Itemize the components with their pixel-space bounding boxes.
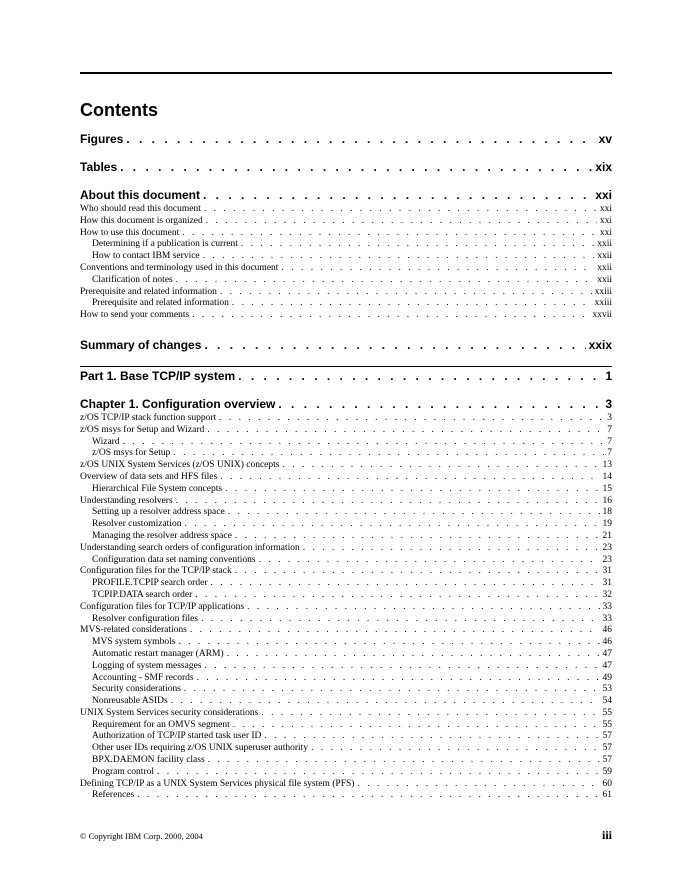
toc-entry[interactable] bbox=[80, 310, 612, 322]
dot-leader bbox=[219, 413, 604, 425]
toc-entry-label: z/OS TCP/IP stack function support bbox=[80, 413, 219, 425]
toc-entry-page: 57 bbox=[600, 731, 613, 743]
toc-entry-label: Prerequisite and related information bbox=[80, 298, 232, 310]
toc-entry[interactable] bbox=[80, 216, 612, 228]
toc-entry[interactable] bbox=[80, 731, 612, 743]
toc-entry[interactable] bbox=[80, 275, 612, 287]
toc-entry-part1[interactable] bbox=[80, 369, 612, 385]
toc-entry-page: 33 bbox=[600, 614, 613, 626]
dot-leader bbox=[220, 287, 592, 299]
toc-entry[interactable] bbox=[80, 484, 612, 496]
toc-entry-label: BPX.DAEMON facility class bbox=[80, 755, 208, 767]
toc-entry[interactable] bbox=[80, 555, 612, 567]
dot-leader bbox=[184, 519, 599, 531]
toc-entry[interactable] bbox=[80, 460, 612, 472]
toc-entry-label: z/OS UNIX System Services (z/OS UNIX) concepts bbox=[80, 460, 282, 472]
toc-entry[interactable] bbox=[80, 578, 612, 590]
dot-leader bbox=[233, 720, 600, 732]
toc-entry-label: How to use this document bbox=[80, 228, 182, 240]
toc-entry-page: 14 bbox=[600, 472, 613, 484]
toc-entry[interactable] bbox=[80, 661, 612, 673]
toc-entry-page: 15 bbox=[600, 484, 613, 496]
toc-entry-page: xxii bbox=[594, 263, 612, 275]
dot-leader bbox=[235, 531, 600, 543]
toc-entry-label: Setting up a resolver address space bbox=[80, 507, 228, 519]
dot-leader bbox=[261, 708, 599, 720]
toc-entry[interactable] bbox=[80, 625, 612, 637]
toc-entry[interactable] bbox=[80, 543, 612, 555]
toc-entry[interactable] bbox=[80, 437, 612, 449]
toc-entry-page: xxi bbox=[597, 216, 612, 228]
toc-entry[interactable] bbox=[80, 673, 612, 685]
toc-entry-tables[interactable] bbox=[80, 160, 612, 176]
dot-leader bbox=[203, 188, 592, 202]
dot-leader bbox=[208, 755, 600, 767]
toc-entry[interactable] bbox=[80, 204, 612, 216]
toc-entry[interactable] bbox=[80, 472, 612, 484]
dot-leader bbox=[311, 743, 599, 755]
dot-leader bbox=[123, 437, 605, 449]
dot-leader bbox=[210, 578, 599, 590]
dot-leader bbox=[171, 696, 600, 708]
toc-entry-page: 19 bbox=[600, 519, 613, 531]
toc-entry-page: xxii bbox=[594, 239, 612, 251]
dot-leader bbox=[228, 507, 600, 519]
dot-leader bbox=[241, 239, 594, 251]
toc-entry-label: TCPIP.DATA search order bbox=[80, 590, 195, 602]
dot-leader bbox=[205, 661, 600, 673]
toc-entry-page: xxii bbox=[594, 251, 612, 263]
dot-leader bbox=[195, 590, 599, 602]
dot-leader bbox=[278, 397, 602, 411]
toc-entry-page: xxiii bbox=[592, 298, 612, 310]
dot-leader bbox=[126, 132, 595, 146]
toc-entry[interactable] bbox=[80, 720, 612, 732]
toc-entry-label: References bbox=[80, 790, 137, 802]
toc-entry-label: Hierarchical File System concepts bbox=[80, 484, 225, 496]
toc-entry-label: How to send your comments bbox=[80, 310, 192, 322]
dot-leader bbox=[207, 425, 604, 437]
dot-leader bbox=[247, 602, 599, 614]
toc-entry-label: Summary of changes bbox=[80, 338, 204, 352]
toc-entry-label: Resolver customization bbox=[80, 519, 184, 531]
toc-entry[interactable] bbox=[80, 566, 612, 578]
toc-entry[interactable] bbox=[80, 708, 612, 720]
toc-entry-summary[interactable] bbox=[80, 338, 612, 354]
toc-entry[interactable] bbox=[80, 590, 612, 602]
toc-entry-page: 13 bbox=[600, 460, 613, 472]
dot-leader bbox=[357, 779, 599, 791]
toc-entry[interactable] bbox=[80, 767, 612, 779]
toc-entry-label: About this document bbox=[80, 188, 203, 202]
dot-leader bbox=[220, 472, 599, 484]
dot-leader bbox=[203, 251, 595, 263]
toc-entry-page: 53 bbox=[600, 684, 613, 696]
toc-entry-label: Authorization of TCP/IP started task user ID bbox=[80, 731, 264, 743]
dot-leader bbox=[259, 555, 600, 567]
toc-entry-label: Understanding search orders of configuration information bbox=[80, 543, 303, 555]
toc-entry-label: How to contact IBM service bbox=[80, 251, 203, 263]
toc-entry-page: 1 bbox=[602, 369, 612, 383]
toc-entry-page: 47 bbox=[600, 649, 613, 661]
dot-leader bbox=[157, 767, 599, 779]
toc-entry-page: 46 bbox=[600, 637, 613, 649]
toc-entry-label: Tables bbox=[80, 160, 120, 174]
toc-entry-label: z/OS msys for Setup and Wizard bbox=[80, 425, 207, 437]
toc-entry-page: 21 bbox=[600, 531, 613, 543]
toc-entry-page: 54 bbox=[600, 696, 613, 708]
toc-entry-page: xxi bbox=[597, 204, 612, 216]
dot-leader bbox=[176, 496, 600, 508]
toc-entry-label: Security considerations bbox=[80, 684, 184, 696]
toc-entry-label: Configuration files for TCP/IP applications bbox=[80, 602, 247, 614]
toc-entry-label: Logging of system messages bbox=[80, 661, 205, 673]
toc-entry-label: MVS system symbols bbox=[80, 637, 178, 649]
toc-entry-page: 49 bbox=[600, 673, 613, 685]
dot-leader bbox=[120, 160, 592, 174]
dot-leader bbox=[281, 263, 594, 275]
dot-leader bbox=[238, 369, 602, 383]
dot-leader bbox=[264, 731, 599, 743]
page-footer bbox=[80, 828, 612, 843]
dot-leader bbox=[137, 790, 599, 802]
toc-entry-page: 3 bbox=[602, 397, 612, 411]
toc-entry[interactable] bbox=[80, 637, 612, 649]
top-rule bbox=[80, 72, 612, 74]
dot-leader bbox=[303, 543, 600, 555]
toc-entry-label: Clarification of notes bbox=[80, 275, 176, 287]
toc-entry-label: UNIX System Services security considerations bbox=[80, 708, 261, 720]
dot-leader bbox=[282, 460, 599, 472]
toc-entry[interactable] bbox=[80, 239, 612, 251]
dot-leader bbox=[182, 228, 597, 240]
toc-entry-label: z/OS msys for Setup bbox=[80, 448, 173, 460]
toc-entry-label: Figures bbox=[80, 132, 126, 146]
toc-entry-label: Managing the resolver address space bbox=[80, 531, 235, 543]
toc-entry-label: Who should read this document bbox=[80, 204, 204, 216]
dot-leader bbox=[232, 298, 592, 310]
toc-entry-label: How this document is organized bbox=[80, 216, 206, 228]
toc-entry-label: Other user IDs requiring z/OS UNIX superuser authority bbox=[80, 743, 311, 755]
toc-entry[interactable] bbox=[80, 743, 612, 755]
toc-entry-page: 31 bbox=[600, 578, 613, 590]
dot-leader bbox=[173, 448, 604, 460]
dot-leader bbox=[206, 216, 597, 228]
dot-leader bbox=[190, 625, 600, 637]
dot-leader bbox=[204, 204, 597, 216]
toc-entry[interactable] bbox=[80, 413, 612, 425]
dot-leader bbox=[184, 684, 600, 696]
toc-entry-page: xxi bbox=[592, 188, 612, 202]
toc-entry-page: 60 bbox=[600, 779, 613, 791]
toc-entry-page: 18 bbox=[600, 507, 613, 519]
toc-entry-page: xxvii bbox=[589, 310, 612, 322]
page-number: iii bbox=[601, 828, 612, 842]
toc-entry[interactable] bbox=[80, 602, 612, 614]
dot-leader bbox=[235, 566, 600, 578]
toc-entry-page: 46 bbox=[600, 625, 613, 637]
dot-leader bbox=[201, 614, 599, 626]
dot-leader bbox=[176, 275, 594, 287]
toc-entry-label: MVS-related considerations bbox=[80, 625, 190, 637]
toc-entry[interactable] bbox=[80, 425, 612, 437]
dot-leader bbox=[227, 649, 600, 661]
toc-entry-page: 31 bbox=[600, 566, 613, 578]
toc-entry-label: Configuration data set naming conventions bbox=[80, 555, 259, 567]
toc-entry-label: Automatic restart manager (ARM) bbox=[80, 649, 227, 661]
toc-entry-label: Prerequisite and related information bbox=[80, 287, 220, 299]
toc-entry-label: Accounting - SMF records bbox=[80, 673, 197, 685]
copyright-notice: © Copyright IBM Corp. 2000, 2004 bbox=[80, 831, 203, 841]
toc-entry-page: 33 bbox=[600, 602, 613, 614]
dot-leader bbox=[178, 637, 599, 649]
toc-entry-page: xxi bbox=[597, 228, 612, 240]
dot-leader bbox=[204, 338, 585, 352]
toc-entry[interactable] bbox=[80, 519, 612, 531]
toc-entry[interactable] bbox=[80, 287, 612, 299]
toc-entry-label: Chapter 1. Configuration overview bbox=[80, 397, 278, 411]
toc-entry[interactable] bbox=[80, 496, 612, 508]
toc-entry-page: xv bbox=[596, 132, 612, 146]
toc-entry-page: 32 bbox=[600, 590, 613, 602]
toc-entry-page: 23 bbox=[600, 555, 613, 567]
toc-entry-page: 47 bbox=[600, 661, 613, 673]
toc-entry[interactable] bbox=[80, 696, 612, 708]
toc-entry-page: xxii bbox=[594, 275, 612, 287]
toc-entry-label: Requirement for an OMVS segment bbox=[80, 720, 233, 732]
toc-entry-label: Part 1. Base TCP/IP system bbox=[80, 369, 238, 383]
toc-entry-label: Overview of data sets and HFS files bbox=[80, 472, 220, 484]
toc-entry-label: Conventions and terminology used in this document bbox=[80, 263, 281, 275]
toc-entry-page: 7 bbox=[604, 448, 612, 460]
toc-entry-label: Defining TCP/IP as a UNIX System Services physical file system (PFS) bbox=[80, 779, 357, 791]
page-title: Contents bbox=[80, 100, 158, 120]
toc-entry-figures[interactable] bbox=[80, 132, 612, 148]
dot-leader bbox=[197, 673, 600, 685]
toc-entry[interactable] bbox=[80, 298, 612, 310]
toc-entry-label: PROFILE.TCPIP search order bbox=[80, 578, 210, 590]
toc-entry[interactable] bbox=[80, 507, 612, 519]
toc-entry-label: Wizard bbox=[80, 437, 123, 449]
toc-entry-page: 16 bbox=[600, 496, 613, 508]
toc-entry[interactable] bbox=[80, 448, 612, 460]
toc-entry-label: Determining if a publication is current bbox=[80, 239, 241, 251]
toc-entry-page: 57 bbox=[600, 743, 613, 755]
toc-entry-page: xxiii bbox=[592, 287, 612, 299]
toc-entry-label: Nonreusable ASIDs bbox=[80, 696, 171, 708]
toc-entry-page: 3 bbox=[604, 413, 612, 425]
dot-leader bbox=[225, 484, 599, 496]
toc-entry-label: Understanding resolvers bbox=[80, 496, 176, 508]
toc-entry[interactable] bbox=[80, 263, 612, 275]
toc-entry[interactable] bbox=[80, 649, 612, 661]
toc-entry-page: 57 bbox=[600, 755, 613, 767]
toc-entry[interactable] bbox=[80, 228, 612, 240]
toc-entry-about[interactable] bbox=[80, 188, 612, 204]
toc-entry[interactable] bbox=[80, 531, 612, 543]
toc-entry-page: 55 bbox=[600, 708, 613, 720]
toc-entry-label: Configuration files for the TCP/IP stack bbox=[80, 566, 235, 578]
toc-entry[interactable] bbox=[80, 779, 612, 791]
toc-entry-page: xxix bbox=[586, 338, 612, 352]
toc-entry-chapter1[interactable] bbox=[80, 397, 612, 413]
toc-entry-label: Program control bbox=[80, 767, 157, 779]
dot-leader bbox=[192, 310, 589, 322]
toc-entry[interactable] bbox=[80, 790, 612, 802]
toc-entry-page: 23 bbox=[600, 543, 613, 555]
toc-entry-label: Resolver configuration files bbox=[80, 614, 201, 626]
part-divider bbox=[80, 366, 612, 367]
toc-entry[interactable] bbox=[80, 614, 612, 626]
toc-entry-page: 55 bbox=[600, 720, 613, 732]
toc-entry-page: xix bbox=[592, 160, 612, 174]
toc-entry[interactable] bbox=[80, 684, 612, 696]
toc-entry-page: 59 bbox=[600, 767, 613, 779]
toc-entry-page: 61 bbox=[600, 790, 613, 802]
table-of-contents bbox=[80, 132, 612, 802]
toc-entry-page: 7 bbox=[604, 437, 612, 449]
toc-entry[interactable] bbox=[80, 251, 612, 263]
toc-entry-page: 7 bbox=[604, 425, 612, 437]
toc-entry[interactable] bbox=[80, 755, 612, 767]
